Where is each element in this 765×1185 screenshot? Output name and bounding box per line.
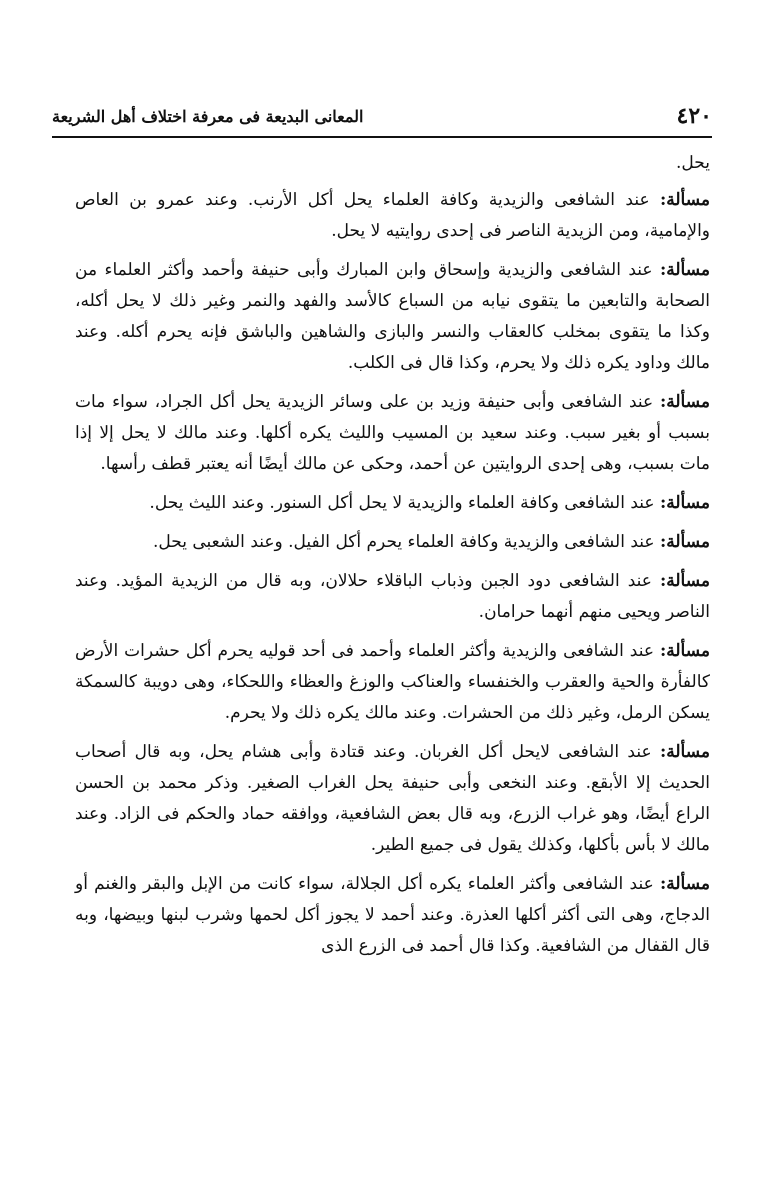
issue-text: عند الشافعى والزيدية وكافة العلماء يحل أكل الأرنب. وعند عمرو بن العاص والإمامية، ومن الزيدية الناصر فى إحدى روايتيه لا يحل. — [75, 190, 710, 241]
issue-text: عند الشافعى وكافة العلماء والزيدية لا يحل أكل السنور. وعند الليث يحل. — [149, 493, 660, 513]
issue-label: مسألة: — [659, 641, 710, 661]
issue-paragraph-1 — [75, 185, 710, 247]
running-title: المعانى البديعة فى معرفة اختلاف أهل الشريعة — [52, 106, 364, 126]
issue-paragraph-8 — [75, 737, 710, 861]
issue-label: مسألة: — [659, 571, 710, 591]
opening-line: يحل. — [676, 153, 710, 173]
issue-text: عند الشافعى والزيدية وكافة العلماء يحرم أكل الفيل. وعند الشعبى يحل. — [152, 532, 660, 552]
issue-label: مسألة: — [659, 874, 710, 894]
page-number: ٤٢٠ — [676, 103, 712, 129]
page-body — [75, 148, 710, 970]
issue-label: مسألة: — [659, 260, 710, 280]
issue-text: عند الشافعى والزيدية وإسحاق وابن المبارك وأبى حنيفة وأحمد وأكثر العلماء من الصحابة والتابعين ما يتقوى نيابه من السباع كالأسد والفهد والنمر وغير ذلك لا يحل أكله، وكذا ما يتقوى بمخلب كالعقاب والنسر والبازى والشاهين والباشق فإنه يحرم أكله. وعند مالك وداود يكره ذلك ولا يحرم، وكذا قال فى الكلب. — [75, 260, 710, 373]
issue-text: عند الشافعى والزيدية وأكثر العلماء وأحمد فى أحد قوليه يحرم أكل حشرات الأرض كالفأرة والحية والعقرب والخنفساء والعناكب والوزغ والعظاء واللحكاء، وهى دويبة كالسمكة يسكن الرمل، وغير ذلك من الحشرات. وعند مالك يكره ذلك ولا يحرم. — [75, 641, 710, 723]
issue-paragraph-9 — [75, 869, 710, 962]
issue-label: مسألة: — [659, 190, 710, 210]
page-header — [52, 100, 712, 138]
issue-paragraph-5 — [75, 527, 710, 558]
issue-label: مسألة: — [659, 742, 710, 762]
issue-paragraph-6 — [75, 566, 710, 628]
issue-paragraph-4 — [75, 488, 710, 519]
issue-label: مسألة: — [659, 392, 710, 412]
issue-text: عند الشافعى لايحل أكل الغربان. وعند قتادة وأبى هشام يحل، وبه قال أصحاب الحديث إلا الأبقع. وعند النخعى وأبى حنيفة يحل الغراب الصغير. وذكر محمد بن الحسن الراع أيضًا، وهو غراب الزرع، وبه قال بعض الشافعية، ووافقه حماد والحكم فى الزاد. وعند مالك لا بأس بأكلها، وكذلك يقول فى جميع الطير. — [75, 742, 710, 855]
issue-label: مسألة: — [659, 493, 710, 513]
issue-paragraph-7 — [75, 636, 710, 729]
issue-text: عند الشافعى وأبى حنيفة وزيد بن على وسائر الزيدية يحل أكل الجراد، سواء مات بسبب أو بغير سبب. وعند سعيد بن المسيب والليث يكره أكلها. وعند مالك لا يحل إلا إذا مات بسبب، وهى إحدى الروايتين عن أحمد، وحكى عن مالك أيضًا أنه يعتبر قطف رأسها. — [75, 392, 710, 474]
issue-paragraph-2 — [75, 255, 710, 379]
issue-label: مسألة: — [659, 532, 710, 552]
issue-text: عند الشافعى وأكثر العلماء يكره أكل الجلالة، سواء كانت من الإبل والبقر والغنم أو الدجاج، وهى التى أكثر أكلها العذرة. وعند أحمد لا يجوز أكل لحمها وشرب لبنها وبيضها، وبه قال القفال من الشافعية. وكذا قال أحمد فى الزرع الذى — [75, 874, 710, 956]
issue-paragraph-3 — [75, 387, 710, 480]
issue-text: عند الشافعى دود الجبن وذباب الباقلاء حلالان، وبه قال من الزيدية المؤيد. وعند الناصر ويحيى منهم أنهما حرامان. — [75, 571, 710, 622]
